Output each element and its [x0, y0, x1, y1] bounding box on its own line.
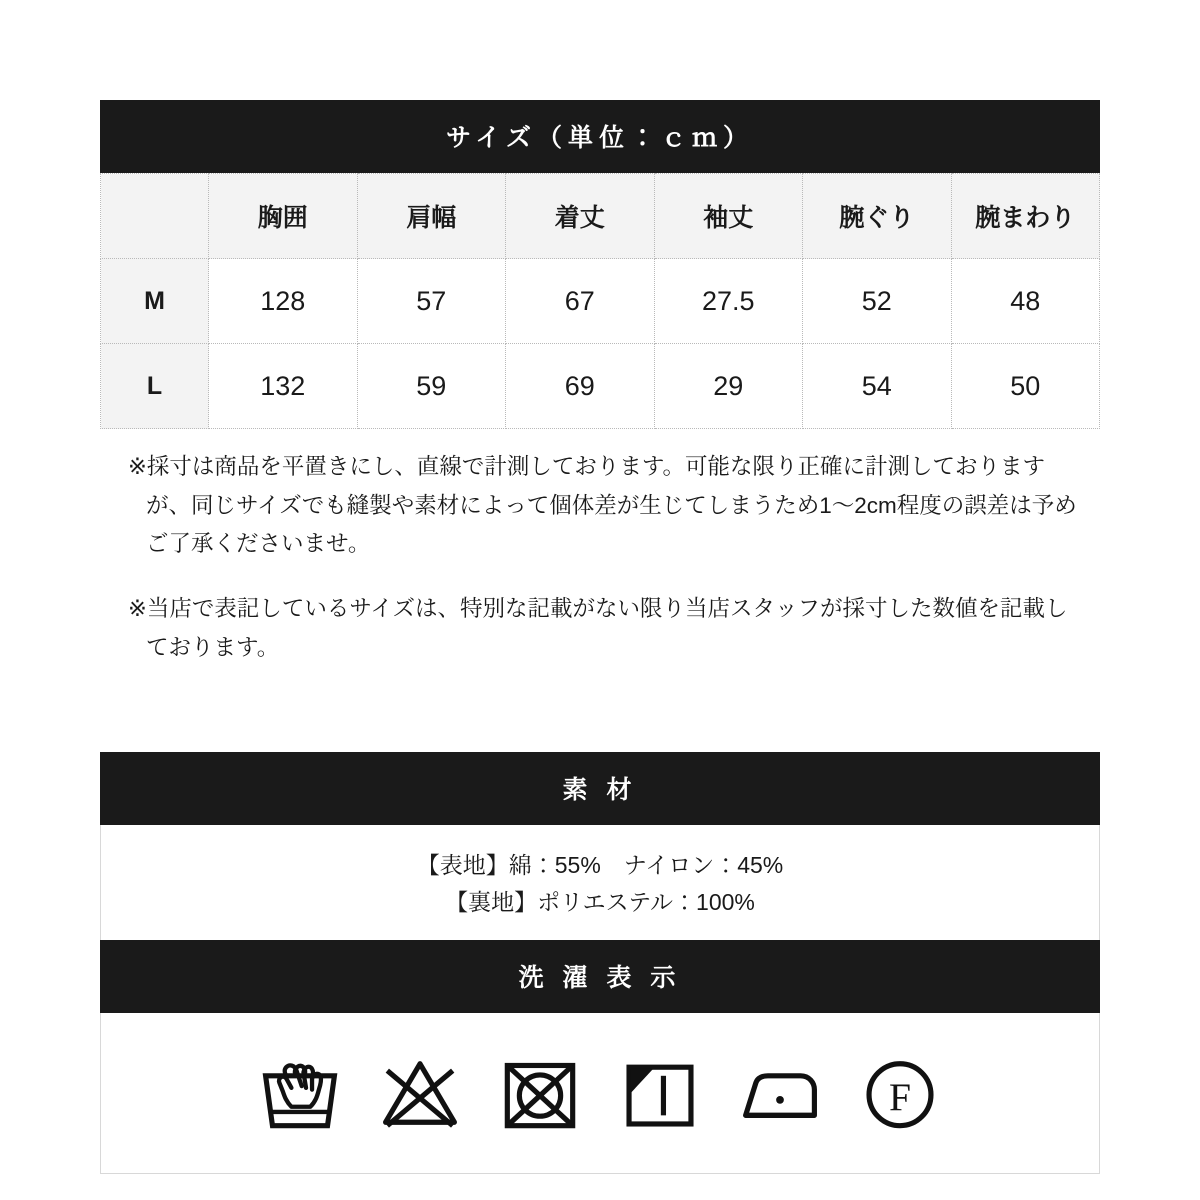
no-tumble-dry-icon — [497, 1050, 583, 1136]
size-section — [100, 100, 1100, 429]
table-header-arm-circumference: 腕まわり — [951, 174, 1100, 259]
cell-l-arm-circumference: 50 — [951, 344, 1100, 429]
note-measurement — [128, 448, 1088, 564]
note-store-sizing-text: ※当店で表記しているサイズは、特別な記載がない限り当店スタッフが採寸した数値を記載しております。 — [128, 596, 1068, 660]
note-store-sizing — [128, 590, 1088, 667]
size-table-body — [101, 259, 1100, 429]
cell-l-sleeve: 29 — [654, 344, 803, 429]
table-header-shoulder: 肩幅 — [357, 174, 506, 259]
no-bleach-icon — [377, 1050, 463, 1136]
cell-m-sleeve: 27.5 — [654, 259, 803, 344]
cell-l-shoulder: 59 — [357, 344, 506, 429]
size-table — [100, 173, 1100, 429]
size-section-title: サイズ（単位：ｃｍ） — [100, 100, 1100, 173]
dry-clean-f-icon — [857, 1050, 943, 1136]
cell-l-bust: 132 — [209, 344, 358, 429]
cell-l-armhole: 54 — [803, 344, 952, 429]
table-header-bust: 胸囲 — [209, 174, 358, 259]
table-header-corner — [101, 174, 209, 259]
cell-m-arm-circumference: 48 — [951, 259, 1100, 344]
size-table-head — [101, 174, 1100, 259]
material-section — [100, 752, 1100, 949]
material-body — [100, 825, 1100, 949]
note-measurement-text: ※採寸は商品を平置きにし、直線で計測しております。可能な限り正確に計測しておりますが、同じサイズでも縫製や素材によって個体差が生じてしまうため1〜2cm程度の誤差は予めご了承くださいませ。 — [128, 454, 1077, 557]
table-header-length: 着丈 — [506, 174, 655, 259]
cell-m-bust: 128 — [209, 259, 358, 344]
cell-m-shoulder: 57 — [357, 259, 506, 344]
hand-wash-icon — [257, 1050, 343, 1136]
material-line-lining: 【裏地】ポリエステル：100% — [445, 889, 755, 916]
cell-m-armhole: 52 — [803, 259, 952, 344]
row-label-l: L — [101, 344, 209, 429]
table-row — [101, 259, 1100, 344]
table-header-armhole: 腕ぐり — [803, 174, 952, 259]
iron-low-icon — [737, 1050, 823, 1136]
table-header-sleeve: 袖丈 — [654, 174, 803, 259]
svg-text:F: F — [889, 1075, 911, 1120]
table-header-row — [101, 174, 1100, 259]
washing-section-title: 洗 濯 表 示 — [100, 940, 1100, 1013]
notes-section — [128, 448, 1088, 693]
cell-l-length: 69 — [506, 344, 655, 429]
drip-dry-in-shade-icon — [617, 1050, 703, 1136]
washing-icon-row — [100, 1013, 1100, 1174]
material-section-title: 素 材 — [100, 752, 1100, 825]
material-line-shell: 【表地】綿：55% ナイロン：45% — [416, 852, 784, 878]
row-label-m: M — [101, 259, 209, 344]
cell-m-length: 67 — [506, 259, 655, 344]
washing-section — [100, 940, 1100, 1174]
table-row — [101, 344, 1100, 429]
